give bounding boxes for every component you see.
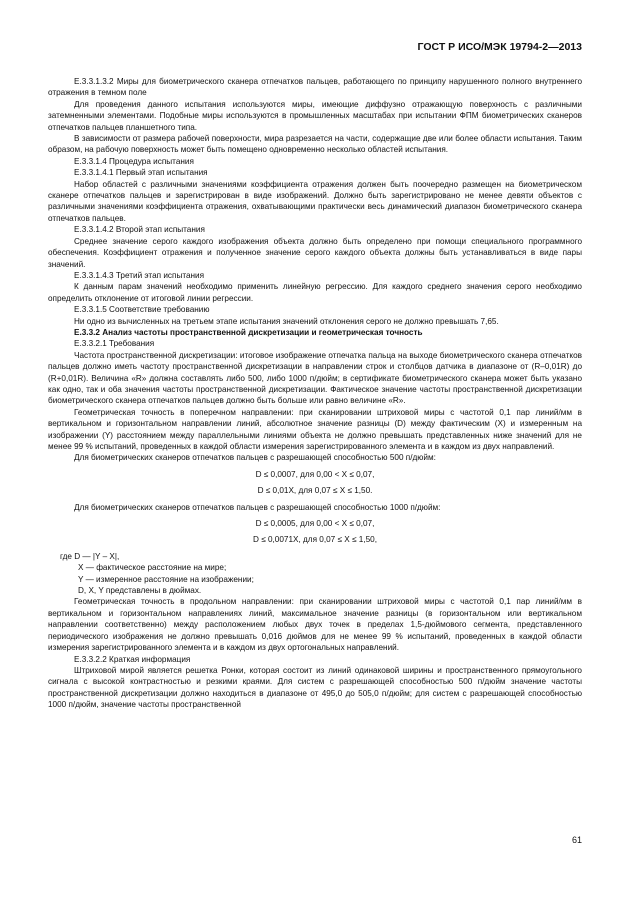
paragraph: Геометрическая точность в поперечном направлении: при сканировании штриховой миры с частотой 0,1 пар линий/мм в вертикальном и горизонтальном направлении линий, абсолютное значение разницы (D) между фактическим (X) и измеренным на изображении (Y) расстоянием между параллельными линиями объекта не должно превышать представленных ниже значений для не менее 99 % испытаний, проведенных в каждой области измерения зарегистрированного элемента и в каждом из двух направлений. [48,407,582,451]
paragraph: К данным парам значений необходимо применить линейную регрессию. Для каждого среднего значения серого необходимо определить отклонение от итоговой линии регрессии. [48,282,582,303]
document-body [48,76,582,711]
formula: D ≤ 0,0005, для 0,00 < X ≤ 0,07, [255,519,375,529]
section-heading: Е.3.3.1.4.2 Второй этап испытания [74,225,205,235]
section-heading: Е.3.3.2.2 Краткая информация [74,654,191,664]
paragraph: Ни одно из вычисленных на третьем этапе испытания значений отклонения серого не должно превышать 7,65. [74,316,499,326]
section-heading: Е.3.3.1.4 Процедура испытания [74,156,194,166]
formula: D ≤ 0,0071X, для 0,07 ≤ X ≤ 1,50, [253,535,377,545]
formula: D ≤ 0,01X, для 0,07 ≤ X ≤ 1,50. [257,486,373,496]
definition-line: где D — |Y – X|, [60,551,120,561]
formula: D ≤ 0,0007, для 0,00 < X ≤ 0,07, [255,469,375,479]
section-heading: Е.3.3.1.4.3 Третий этап испытания [74,270,205,280]
paragraph: Для проведения данного испытания используются миры, имеющие диффузно отражающую поверхность с различными затемненными элементами. Подобные миры используются в промышленных масштабах при испытании ФПМ биометрических сканеров отпечатков пальцев планшетного типа. [48,99,582,132]
section-heading: Е.3.3.1.4.1 Первый этап испытания [74,168,208,178]
page-number: 61 [571,835,582,845]
definition-line: X — фактическое расстояние на мире; [78,563,227,573]
paragraph: Среднее значение серого каждого изображения объекта должно быть определено при помощи специального программного обеспечения. Коэффициент отражения и полученное значение серого каждого объекта должны быть устанавливаться в виде пары значений. [48,236,582,269]
paragraph: Набор областей с различными значениями коэффициента отражения должен быть поочередно размещен на биометрическом сканере отпечатков пальцев и зарегистрирован в виде изображений. Должно быть зарегистрировано не менее девяти объектов с различными значениями коэффициента отражения, охватывающими практически весь динамический диапазон биометрического сканера отпечатков пальцев. [48,179,582,223]
paragraph: В зависимости от размера рабочей поверхности, мира разрезается на части, содержащие две или более области испытания. Таким образом, на рабочую поверхность может быть помещено одновременно несколько областей испытания. [48,134,582,155]
section-heading: Е.3.3.2.1 Требования [74,339,155,349]
definition-line: D, X, Y представлены в дюймах. [78,586,202,596]
paragraph: Частота пространственной дискретизации: итоговое изображение отпечатка пальца на выходе биометрического сканера отпечатков пальцев должно иметь частоту пространственной дискретизации в направлении строк и столбцов датчика в диапазоне от (R–0,01R) до (R+0,01R). Величина «R» должна составлять либо 500, либо 1000 п/дюйм; в сертификате биометрического сканера может быть указано как одно, так и оба значения частоты пространственной дискретизации. Фактическое значение частоты пространственной дискретизации биометрического сканера отпечатков пальцев должно быть больше или равно величине «R». [48,350,582,406]
paragraph: Для биометрических сканеров отпечатков пальцев с разрешающей способностью 1000 п/дюйм: [74,502,441,512]
paragraph: Е.3.3.1.3.2 Миры для биометрического сканера отпечатков пальцев, работающего по принципу нарушенного полного внутреннего отражения в темном поле [48,77,582,98]
paragraph: Геометрическая точность в продольном направлении: при сканировании штриховой миры с частотой 0,1 пар линий/мм в вертикальном и горизонтальном направлениях линий, максимальное значение разницы (в горизонтальном или вертикальном направлении соответственно) между расположением любых двух точек в пределах 1,5-дюймового сегмента, представленного периодического изображения не должно превышать 0,016 дюймов для не менее 99 % испытаний, проведенных в каждой области измерения зарегистрированного элемента и в каждом из двух ортогональных направлений. [48,597,582,653]
paragraph: Штриховой мирой является решетка Ронки, которая состоит из линий одинаковой ширины и пространственного прямоугольного сигнала с высокой контрастностью и резкими краями. Для систем с разрешающей способностью 500 п/дюйм значение частоты пространственной дискретизации должно находиться в диапазоне от 495,0 до 505,0 п/дюйм; для систем с разрешающей способностью 1000 п/дюйм, значение частоты пространственной [48,665,582,710]
definition-line: Y — измеренное расстояние на изображении; [78,574,254,584]
section-heading: Е.3.3.1.5 Соответствие требованию [74,305,210,315]
section-heading-bold: Е.3.3.2 Анализ частоты пространственной дискретизации и геометрическая точность [74,327,423,337]
document-header: ГОСТ Р ИСО/МЭК 19794-2—2013 [417,41,582,53]
paragraph: Для биометрических сканеров отпечатков пальцев с разрешающей способностью 500 п/дюйм: [74,453,436,463]
